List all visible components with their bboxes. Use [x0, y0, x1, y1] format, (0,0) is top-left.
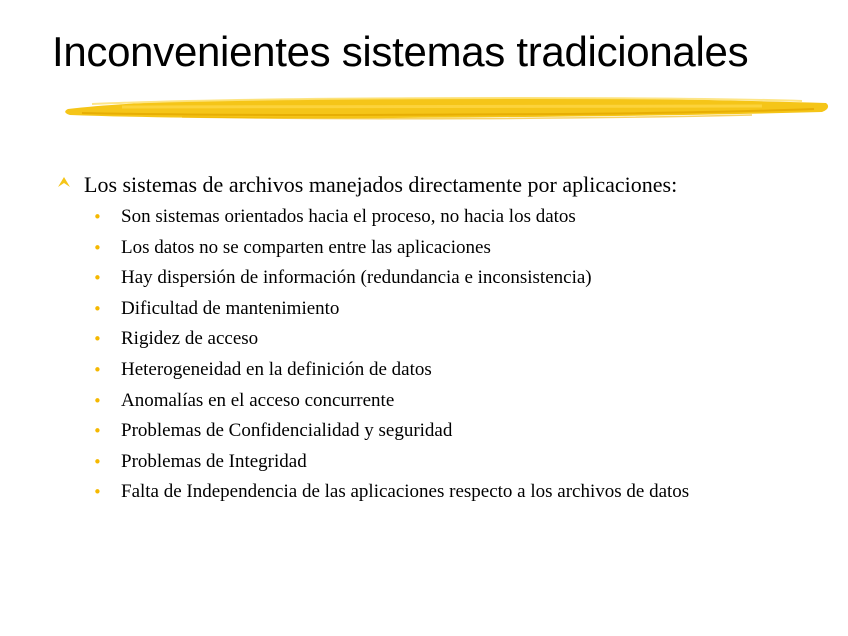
brush-stroke-divider	[62, 90, 832, 126]
list-item	[0, 355, 848, 386]
sub-bullet-list	[0, 202, 848, 508]
list-item-text: Hay dispersión de información (redundancia e inconsistencia)	[121, 267, 592, 289]
list-item	[0, 447, 848, 478]
slide-body	[0, 170, 848, 508]
slide-title: Inconvenientes sistemas tradicionales	[52, 28, 749, 75]
bullet-dot-icon: •	[93, 422, 102, 441]
list-item	[0, 416, 848, 447]
bullet-dot-icon: •	[93, 299, 102, 318]
bullet-dot-icon: •	[93, 391, 102, 410]
list-item	[0, 294, 848, 325]
bullet-dot-icon: •	[93, 483, 102, 502]
list-item-text: Falta de Independencia de las aplicaciones respecto a los archivos de datos	[121, 481, 690, 503]
list-item	[0, 233, 848, 264]
main-bullet-item	[0, 170, 848, 202]
list-item	[0, 477, 848, 508]
list-item-text: Son sistemas orientados hacia el proceso, no hacia los datos	[121, 206, 576, 227]
bullet-dot-icon: •	[93, 238, 102, 257]
list-item	[0, 202, 848, 233]
list-item	[0, 263, 848, 294]
bullet-dot-icon: •	[93, 330, 102, 349]
list-item-text: Anomalías en el acceso concurrente	[121, 389, 395, 411]
list-item	[0, 324, 848, 355]
bullet-dot-icon: •	[93, 452, 102, 471]
list-item-text: Problemas de Confidencialidad y seguridad	[121, 420, 453, 442]
yellow-chevron-icon	[58, 176, 70, 188]
bullet-dot-icon: •	[93, 269, 102, 288]
list-item-text: Problemas de Integridad	[121, 450, 307, 472]
main-point-text: Los sistemas de archivos manejados directamente por aplicaciones:	[84, 172, 678, 197]
list-item	[0, 386, 848, 417]
bullet-dot-icon: •	[93, 360, 102, 379]
list-item-text: Los datos no se comparten entre las aplicaciones	[121, 236, 491, 258]
list-item-text: Rigidez de acceso	[121, 328, 259, 350]
list-item-text: Dificultad de mantenimiento	[121, 297, 340, 319]
list-item-text: Heterogeneidad en la definición de datos	[121, 358, 432, 380]
bullet-dot-icon: •	[93, 208, 102, 226]
